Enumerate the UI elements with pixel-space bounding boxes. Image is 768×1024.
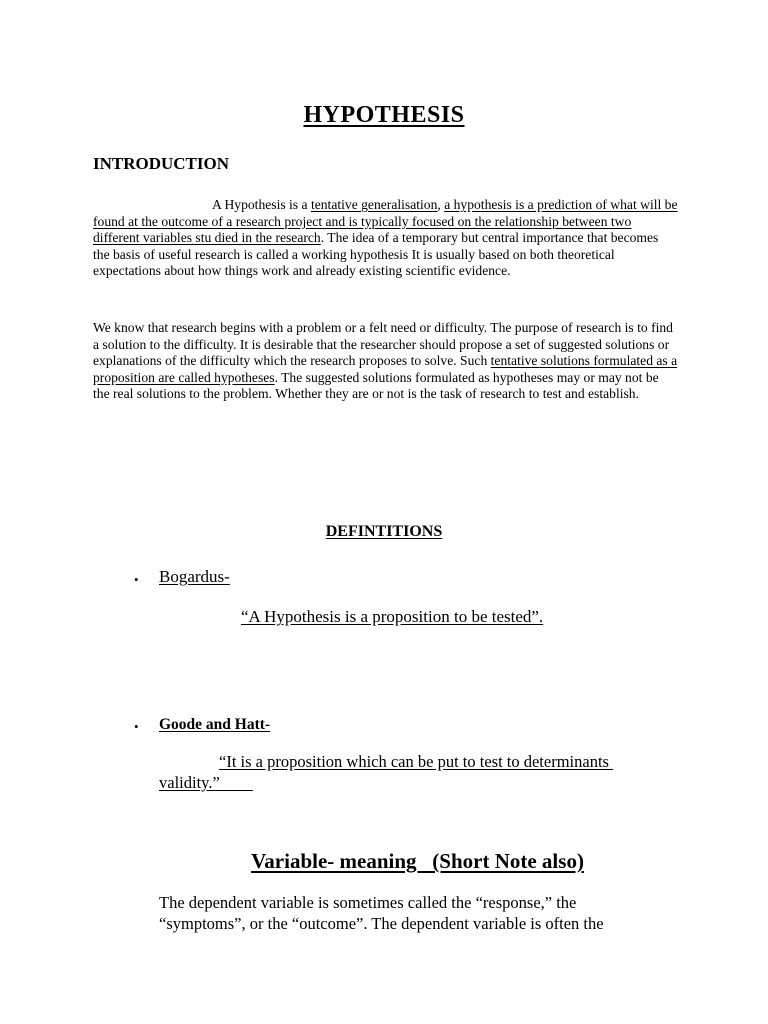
variable-paragraph: The dependent variable is sometimes called the “response,” the “symptoms”, or the “outcome”. The dependent variable is often the (159, 893, 604, 933)
introduction-paragraph-1 (93, 197, 678, 280)
p1-seg5: . The idea of a temporary but central importance that becomes the basis of useful research is called a working hypothesis It is usually based on both theoretical expectations about how things work and already existing scientific evidence. (93, 230, 659, 279)
p1-underlined-term: tentative generalisation (310, 197, 438, 212)
p2-seg1: We know that research begins with a problem or a felt need or difficulty. The purpose of research is to find a solution to the difficulty. It is desirable that the researcher should propose a set of suggested solutions or explanations of the difficulty which the research proposes to solve. Such (93, 320, 673, 369)
introduction-paragraph-2 (93, 320, 678, 403)
definition-author-goode-hatt: Goode and Hatt- (159, 716, 271, 733)
definition-quote-goode-hatt (159, 751, 659, 793)
p1-seg1: A Hypothesis is a (212, 197, 311, 212)
definition-author-bogardus: Bogardus- (159, 567, 230, 586)
definition-quote-bogardus: “A Hypothesis is a proposition to be tested”. (241, 607, 544, 626)
definitions-heading: DEFINTITIONS (325, 523, 443, 540)
introduction-heading: INTRODUCTION (93, 154, 230, 173)
quote-line-1: “It is a proposition which can be put to test to determinants (219, 752, 614, 771)
bullet-icon: • (134, 572, 139, 587)
quote-line-2: validity.” (159, 773, 253, 792)
bullet-icon: • (134, 719, 139, 734)
p1-seg3: , (437, 197, 445, 212)
variable-heading: Variable- meaning (Short Note also) (251, 849, 584, 873)
page-title: HYPOTHESIS (303, 102, 465, 128)
p2-underlined-phrase: tentative solutions formulated as a proposition are called hypotheses (93, 353, 678, 385)
p1-underlined-definition: a hypothesis is a prediction of what will be found at the outcome of a research project and is typically focused on the relationship between two different variables stu died in the research (93, 197, 678, 246)
p2-seg3: . The suggested solutions formulated as hypotheses may or may not be the real solutions to the problem. Whether they are or not is the task of research to test and establish. (93, 369, 659, 402)
